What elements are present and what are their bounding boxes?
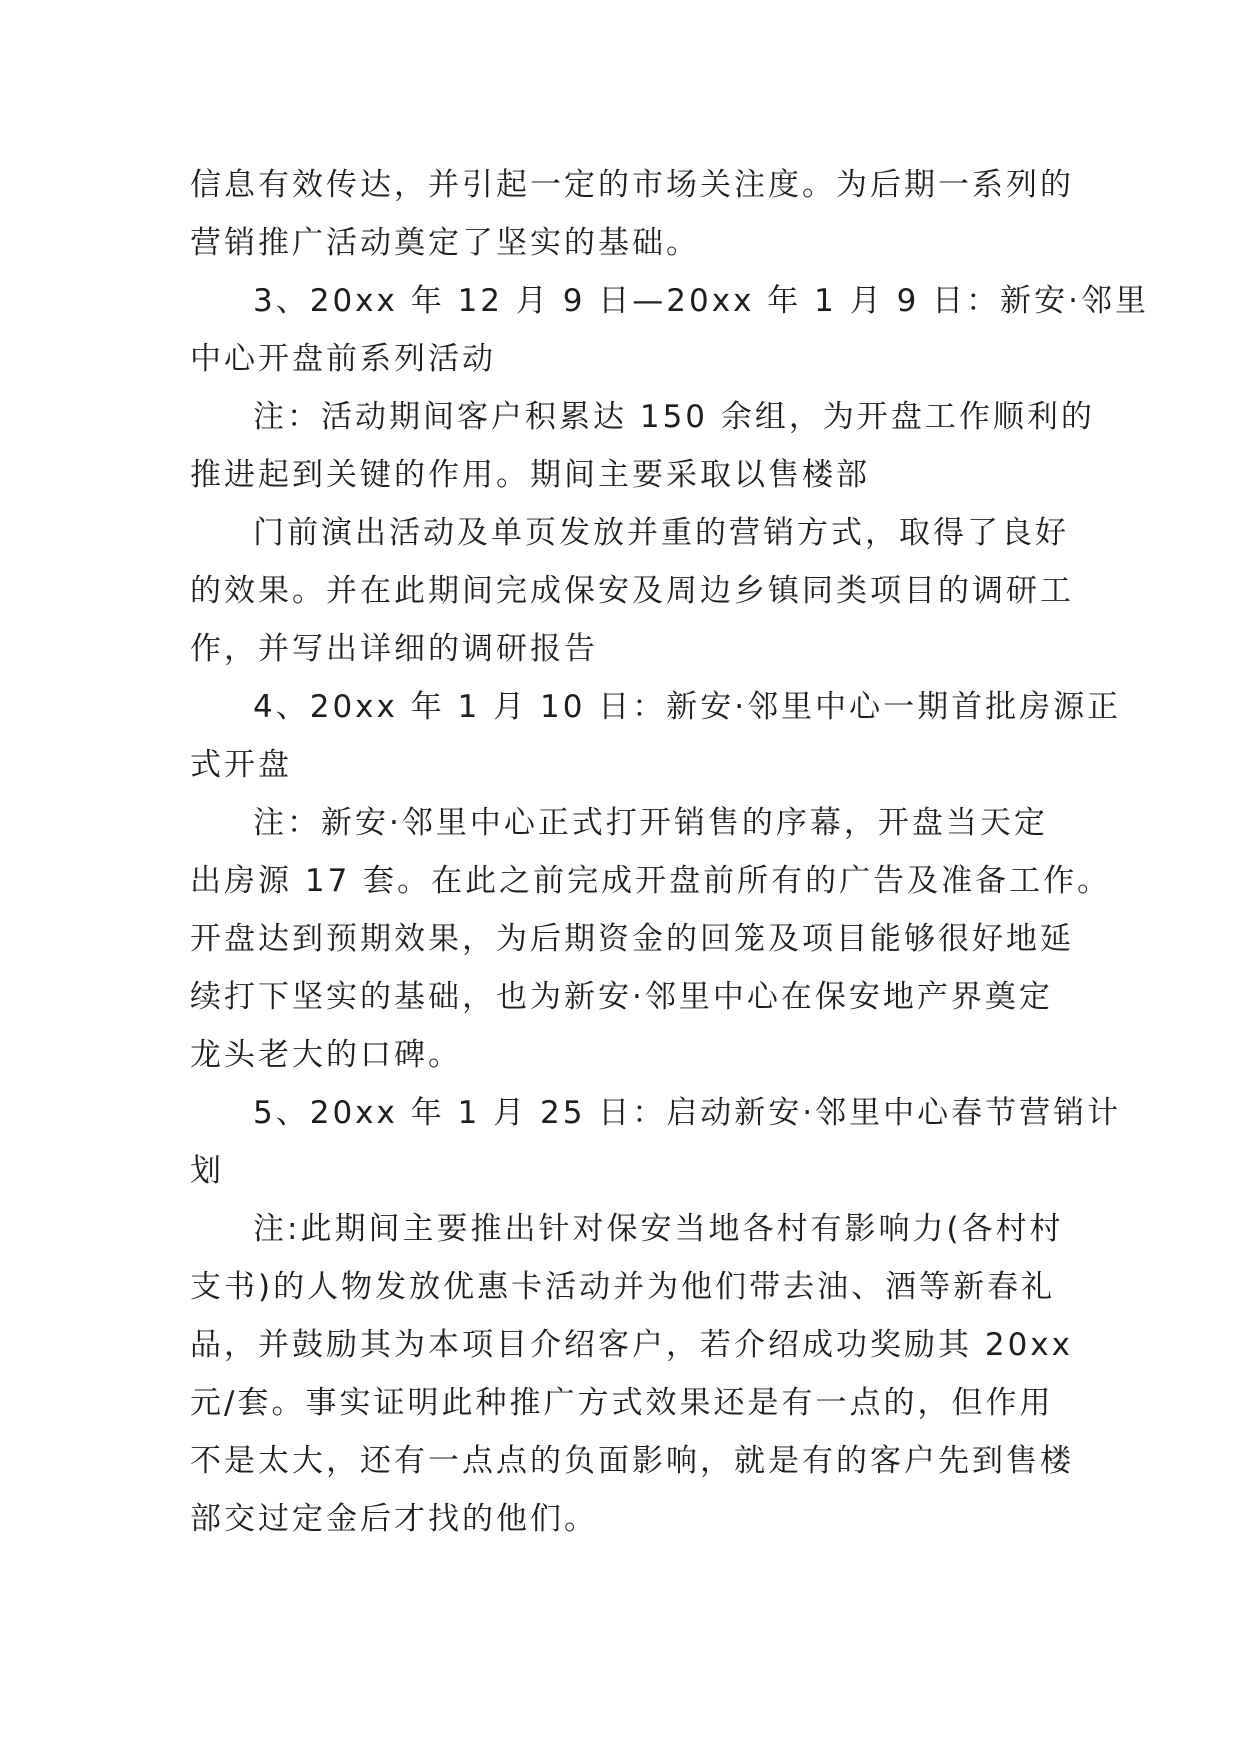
body-text-line: 的效果。并在此期间完成保安及周边乡镇同类项目的调研工 <box>190 573 1074 609</box>
section-heading-4: 4、20xx 年 1 月 10 日：新安·邻里中心一期首批房源正 <box>253 689 1122 725</box>
section-heading-5: 5、20xx 年 1 月 25 日：启动新安·邻里中心春节营销计 <box>253 1095 1122 1131</box>
section-heading-5-cont: 划 <box>190 1153 224 1189</box>
body-text-line: 支书)的人物发放优惠卡活动并为他们带去油、酒等新春礼 <box>190 1269 1056 1305</box>
body-text-line: 营销推广活动奠定了坚实的基础。 <box>190 225 700 261</box>
body-text-line: 元/套。事实证明此种推广方式效果还是有一点的，但作用 <box>190 1385 1054 1421</box>
section-heading-4-cont: 式开盘 <box>190 747 292 783</box>
note-paragraph-start: 注:此期间主要推出针对保安当地各村有影响力(各村村 <box>253 1211 1064 1247</box>
section-heading-3-cont: 中心开盘前系列活动 <box>190 341 496 377</box>
body-text-line: 信息有效传达，并引起一定的市场关注度。为后期一系列的 <box>190 167 1074 203</box>
body-text-line: 开盘达到预期效果，为后期资金的回笼及项目能够很好地延 <box>190 921 1074 957</box>
body-text-line: 推进起到关键的作用。期间主要采取以售楼部 <box>190 457 870 493</box>
section-heading-3: 3、20xx 年 12 月 9 日—20xx 年 1 月 9 日：新安·邻里 <box>253 283 1150 319</box>
body-text-line: 续打下坚实的基础，也为新安·邻里中心在保安地产界奠定 <box>190 979 1053 1015</box>
body-text-line: 出房源 17 套。在此之前完成开盘前所有的广告及准备工作。 <box>190 863 1112 899</box>
note-paragraph-start: 注：活动期间客户积累达 150 余组，为开盘工作顺利的 <box>253 399 1095 435</box>
body-text-line: 部交过定金后才找的他们。 <box>190 1501 598 1537</box>
body-text-line: 作，并写出详细的调研报告 <box>190 631 598 667</box>
body-text-line: 不是太大，还有一点点的负面影响，就是有的客户先到售楼 <box>190 1443 1074 1479</box>
body-paragraph-start: 门前演出活动及单页发放并重的营销方式，取得了良好 <box>253 515 1069 551</box>
note-paragraph-start: 注：新安·邻里中心正式打开销售的序幕，开盘当天定 <box>253 805 1048 841</box>
body-text-line: 龙头老大的口碑。 <box>190 1037 462 1073</box>
body-text-line: 品，并鼓励其为本项目介绍客户，若介绍成功奖励其 20xx <box>190 1327 1073 1363</box>
